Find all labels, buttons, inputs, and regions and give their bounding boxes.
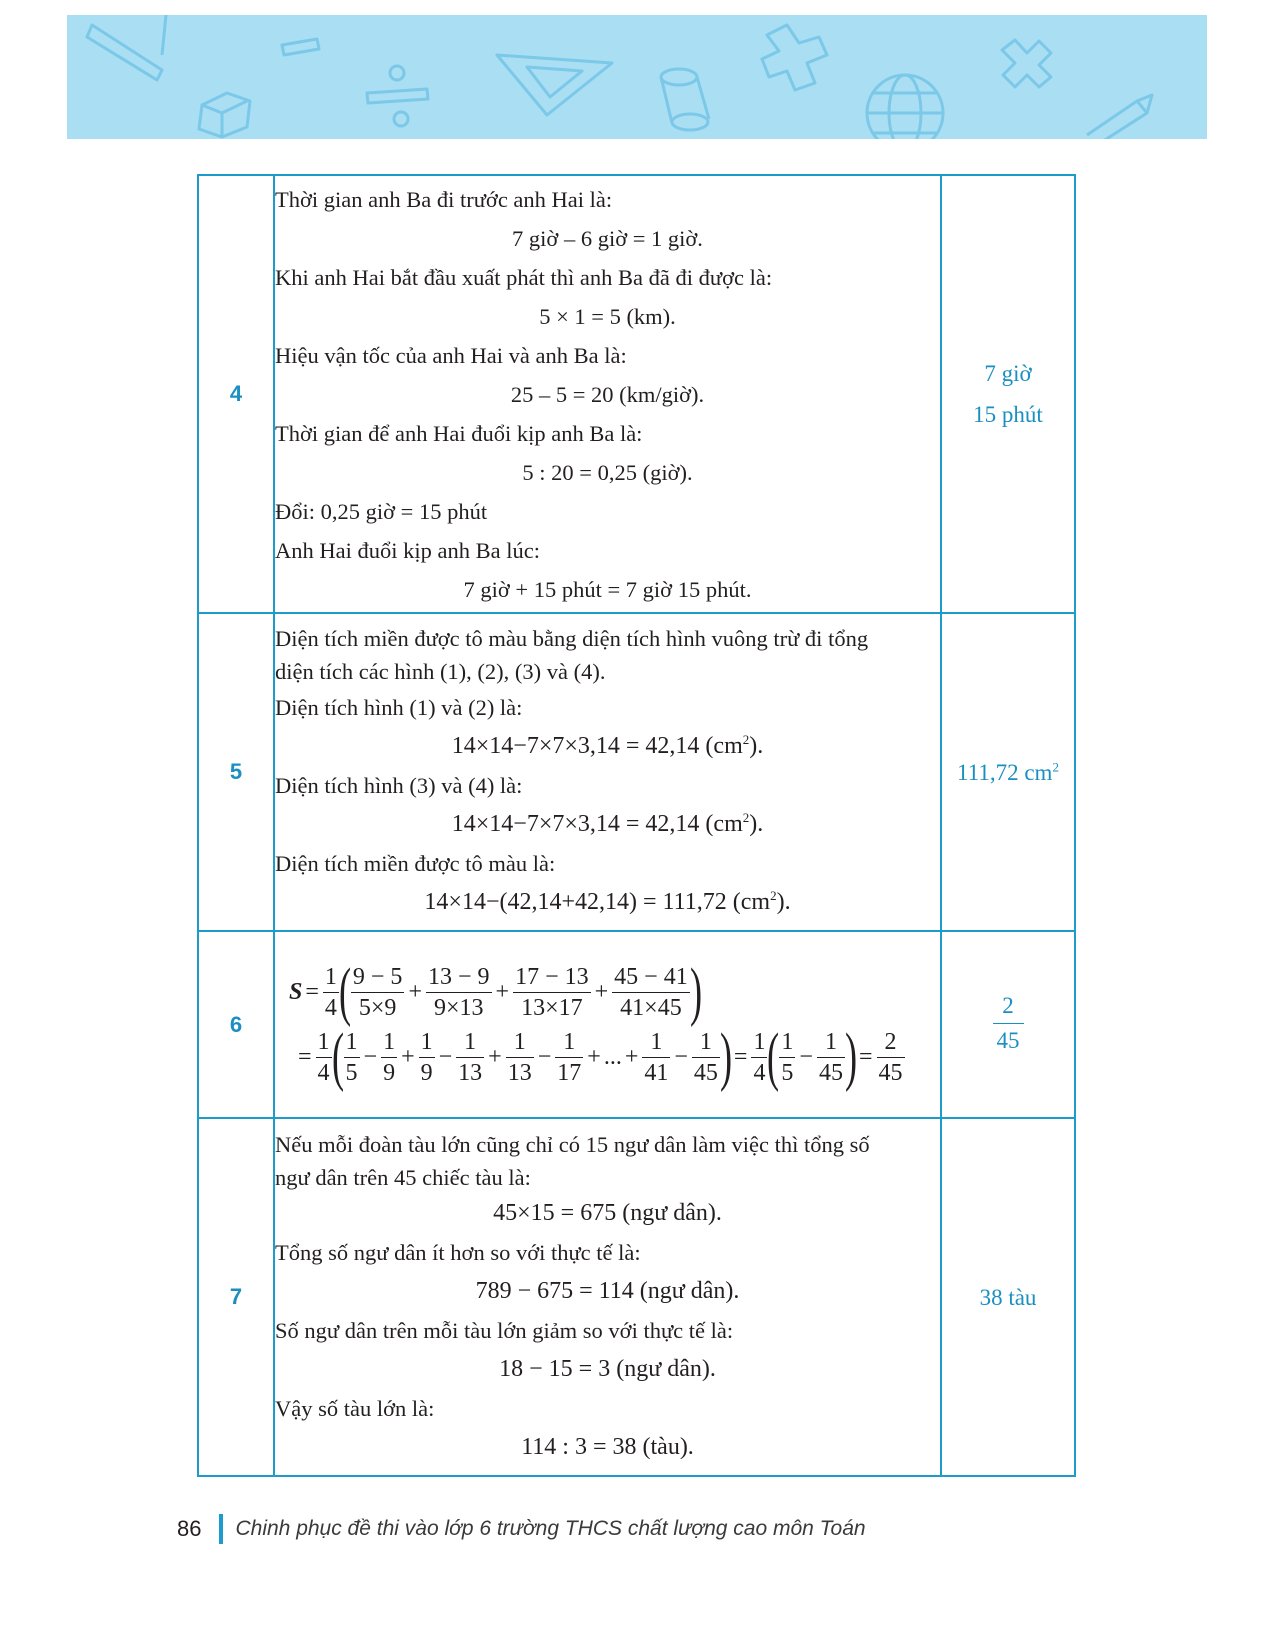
fraction: $\frac{1}{13}$ [507, 1028, 532, 1086]
fraction: $\frac{1}{4}$ [317, 1028, 330, 1086]
plus-sign: + [587, 1043, 601, 1070]
equals-sign: = [858, 1043, 873, 1070]
plus-sign: + [408, 978, 422, 1005]
solution-cell [274, 175, 941, 613]
division-sign-icon [367, 66, 428, 126]
minus-sign-icon [282, 39, 319, 55]
answer-cell [941, 175, 1075, 613]
table-row [198, 931, 1075, 1118]
solution-line: ngư dân trên 45 chiếc tàu là: [275, 1164, 531, 1190]
fraction: $\frac{1}{9}$ [383, 1028, 396, 1086]
solution-line: Số ngư dân trên mỗi tàu lớn giảm so với thực tế là: [275, 1317, 734, 1343]
right-paren: ) [719, 1020, 732, 1093]
solution-line: Thời gian anh Ba đi trước anh Hai là: [275, 186, 613, 212]
cylinder-icon [661, 69, 709, 130]
solution-line: Đổi: 0,25 giờ = 15 phút [275, 498, 488, 524]
equals-sign: = [298, 1043, 312, 1070]
solution-line: Tổng số ngư dân ít hơn so với thực tế là: [275, 1239, 641, 1265]
fraction: $\frac{1}{45}$ [818, 1028, 843, 1086]
equation-line-1 [289, 955, 930, 1028]
unit-tail: ). [749, 733, 764, 759]
fraction: $\frac{1}{9}$ [420, 1028, 433, 1086]
equals-sign: = [305, 978, 319, 1005]
plus-sign: + [488, 1043, 502, 1070]
minus-sign: − [799, 1043, 813, 1070]
solution-cell [274, 931, 941, 1118]
solution-line: Anh Hai đuổi kịp anh Ba lúc: [275, 537, 540, 563]
minus-sign: − [537, 1043, 552, 1070]
superscript: 2 [742, 732, 750, 747]
solution-line: Nếu mỗi đoàn tàu lớn cũng chỉ có 15 ngư dân làm việc thì tổng số [275, 1131, 870, 1157]
answer-cell [941, 931, 1075, 1118]
solution-cell [274, 613, 941, 931]
left-paren: ( [338, 955, 351, 1028]
equals-sign: = [733, 1043, 748, 1070]
fraction: 1 5 [781, 1028, 794, 1086]
solution-table [197, 174, 1076, 1477]
formula-line: 114 : 3 = 38 (tàu). [521, 1433, 694, 1460]
page-footer [177, 1514, 866, 1544]
solution-line: Hiệu vận tốc của anh Hai và anh Ba là: [275, 342, 627, 368]
answer-text: 7 giờ [984, 361, 1032, 386]
solution-cell [274, 1118, 941, 1476]
fraction: $\frac{13 - 9}{9\times 13}$ [427, 963, 490, 1021]
fraction: $\frac{1}{17}$ [557, 1028, 582, 1086]
solution-line: 7 giờ – 6 giờ = 1 giờ. [512, 225, 703, 251]
answer-cell [941, 1118, 1075, 1476]
header-banner [67, 15, 1207, 139]
plus-sign: + [401, 1043, 415, 1070]
multiply-sign-icon [1002, 40, 1051, 87]
table-row [198, 613, 1075, 931]
variable-s: S [289, 978, 303, 1005]
formula-line: 45×15 = 675 (ngư dân). [493, 1199, 722, 1226]
problem-number: 4 [198, 175, 274, 613]
formula-text: 14×14−7×7×3,14 = 42,14 (cm [451, 811, 743, 837]
minus-sign: − [363, 1043, 378, 1070]
solution-line: diện tích các hình (1), (2), (3) và (4). [275, 659, 606, 684]
superscript: 2 [770, 888, 777, 903]
left-paren: ( [331, 1020, 344, 1093]
math-doodle-icons [67, 15, 1207, 139]
solution-line: Khi anh Hai bắt đầu xuất phát thì anh Ba đã đi được là: [275, 264, 773, 290]
minus-sign: − [438, 1043, 453, 1070]
problem-number: 5 [198, 613, 274, 931]
formula-line [275, 805, 940, 844]
fraction: $\frac{1}{4}$ [753, 1028, 766, 1086]
solution-line: Vậy số tàu lớn là: [275, 1395, 435, 1421]
answer-cell [941, 613, 1075, 931]
table-row [198, 1118, 1075, 1476]
superscript: 2 [1052, 758, 1059, 774]
fraction: $\frac{1}{45}$ [693, 1028, 718, 1086]
superscript: 2 [742, 810, 750, 825]
globe-icon [867, 75, 943, 139]
problem-number: 7 [198, 1118, 274, 1476]
solution-line: Diện tích hình (3) và (4) là: [275, 773, 523, 798]
solution-line: 5 × 1 = 5 (km). [539, 303, 676, 329]
problem-number: 6 [198, 931, 274, 1118]
solution-line: Diện tích hình (1) và (2) là: [275, 695, 523, 720]
unit-tail: ). [776, 889, 791, 915]
left-paren: ( [767, 1020, 780, 1093]
fraction: 1 5 [345, 1028, 358, 1086]
fraction: $\frac{2}{45}$ [878, 1028, 903, 1086]
pencil-icon [1087, 95, 1152, 139]
table-row [198, 175, 1075, 613]
formula-line: 789 − 675 = 114 (ngư dân). [475, 1277, 740, 1304]
plus-sign: + [594, 978, 609, 1005]
plus-sign-icon [762, 25, 827, 90]
fraction: $\frac{1}{13}$ [458, 1028, 483, 1086]
formula-line: 18 − 15 = 3 (ngư dân). [499, 1355, 716, 1382]
ellipsis: ... [603, 1043, 622, 1070]
minus-sign: − [674, 1043, 688, 1070]
fraction: $\frac{1}{4}$ [324, 963, 337, 1021]
fraction: $\frac{17 - 13}{13\times 17}$ [515, 963, 589, 1021]
answer-text: 15 phút [973, 402, 1043, 427]
solution-line: Diện tích miền được tô màu bằng diện tích hình vuông trừ đi tổng [275, 626, 869, 651]
fraction: 9 − 5 5×9 [352, 963, 403, 1021]
equation-line-2 [295, 1020, 930, 1093]
plus-sign: + [495, 978, 510, 1005]
formula-line [275, 727, 940, 766]
formula-text: 14×14−7×7×3,14 = 42,14 (cm [451, 733, 743, 759]
fraction: $\frac{1}{41}$ [644, 1028, 669, 1086]
right-paren: ) [689, 955, 702, 1028]
cube-icon [199, 93, 250, 137]
unit-tail: ). [749, 811, 764, 837]
solution-line: 5 : 20 = 0,25 (giờ). [522, 459, 693, 485]
protractor-icon [87, 15, 167, 80]
footer-divider [219, 1514, 223, 1544]
book-title: Chinh phục đề thi vào lớp 6 trường THCS chất lượng cao môn Toán [235, 1517, 866, 1540]
answer-text: 38 tàu [979, 1284, 1037, 1310]
fraction: $\frac{45 - 41}{41\times 45}$ [614, 963, 688, 1021]
set-square-icon [497, 55, 612, 115]
plus-sign: + [624, 1043, 639, 1070]
formula-text: 14×14−(42,14+42,14) = 111,72 (cm [424, 889, 771, 915]
solution-line: 25 – 5 = 20 (km/giờ). [510, 381, 705, 407]
page-number: 86 [177, 1516, 202, 1541]
solution-line: Diện tích miền được tô màu là: [275, 851, 556, 876]
right-paren: ) [844, 1020, 858, 1093]
solution-line: 7 giờ + 15 phút = 7 giờ 15 phút. [463, 576, 752, 602]
solution-line: Thời gian để anh Hai đuổi kịp anh Ba là: [275, 420, 643, 446]
answer-fraction: $\frac{2}{45}$ [993, 989, 1024, 1058]
formula-line [275, 883, 940, 922]
answer-text: 111,72 cm [957, 759, 1053, 785]
